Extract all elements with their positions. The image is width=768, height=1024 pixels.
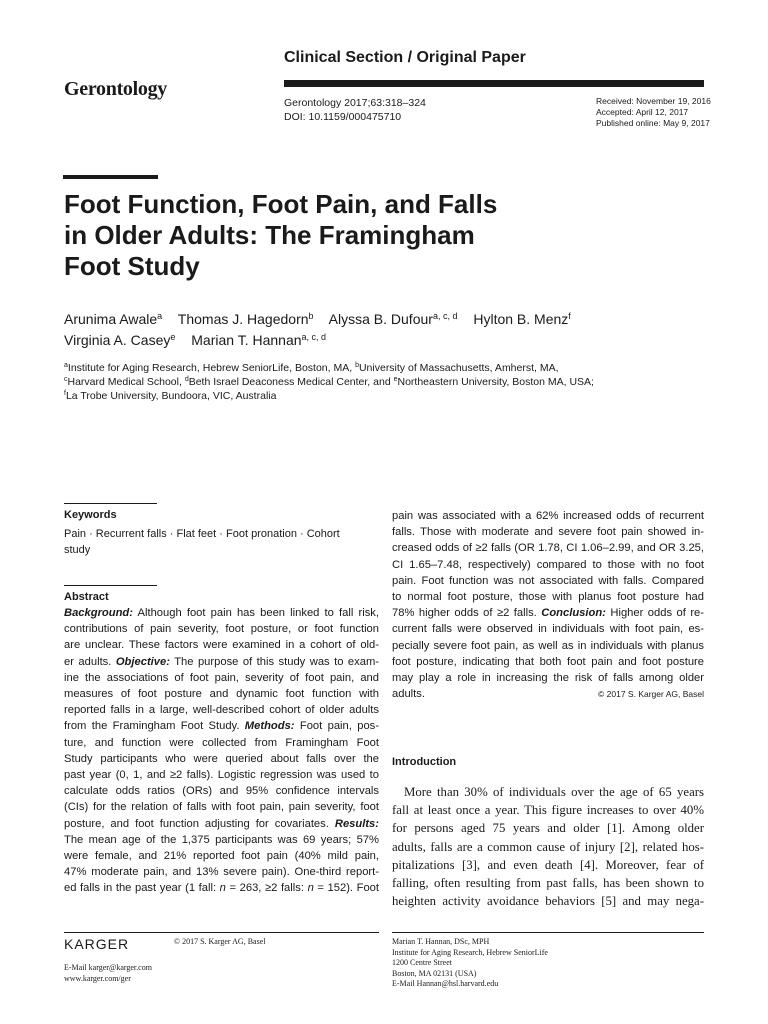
publisher-email[interactable]: E-Mail karger@karger.com	[64, 963, 152, 972]
publisher-website[interactable]: www.karger.com/ger	[64, 973, 131, 983]
introduction-heading: Introduction	[392, 756, 457, 768]
citation: Gerontology 2017;63:318–324	[284, 97, 426, 109]
dates-block	[596, 96, 711, 129]
title-line: Foot Function, Foot Pain, and Falls	[64, 189, 498, 219]
author[interactable]: Alyssa B. Dufour$^{a, c, d}$	[328, 311, 458, 327]
author[interactable]: Thomas J. Hagedorn$^b$	[177, 311, 314, 327]
abstract-heading: Abstract	[64, 591, 109, 603]
article-title	[64, 189, 544, 282]
keywords-rule	[64, 503, 157, 504]
accepted-date: Accepted: April 12, 2017	[596, 107, 689, 117]
affiliations: $^a$Institute for Aging Research, Hebrew SeniorLife, Boston, MA, $^b$University of Massachusetts, Amherst, MA, $^c$Harvard Medical School, $^d$Beth Israel Deaconess Medical Center, and $^e$Northeastern University, Boston MA, USA; $^f$La Trobe University, Bundoora, VIC, Australia	[64, 362, 594, 402]
abstract-rule	[64, 585, 157, 586]
abstract-column-left: Background: Although foot pain has been linked to fall risk, contributions of pain severity, foot posture, or foot function are unclear. These factors were examined in a cohort of old- er adults. Objective: The purpose of this study was to exam- ine the associations of foot pain, severity of foot pain, and measures of foot posture and dynamic foot function with reported falls in a large, well-described cohort of older adults from the Framingham Foot Study. Methods: Foot pain, pos- ture, and function were collected from Framingham Foot Study participants who were queried about falls over the past year (0, 1, and ≥2 falls). Logistic regression was used to calculate odds ratios (ORs) and 95% confidence intervals (CIs) for the relation of falls with foot pain, pain severity, foot posture, and foot function adjusting for covariates. Results: The mean age of the 1,375 participants was 69 years; 57% were female, and 21% reported foot pain (40% mild pain, 47% moderate pain, and 13% severe pain). One-third report- ed falls in the past year (1 fall: n = 263, ≥2 falls: n = 152). Foot	[64, 607, 380, 895]
section-label: Clinical Section / Original Paper	[284, 49, 526, 66]
footer-copyright: © 2017 S. Karger AG, Basel	[174, 937, 266, 946]
footer-rule-left	[64, 932, 379, 933]
corr-institution: Institute for Aging Research, Hebrew SeniorLife	[392, 947, 548, 957]
corr-city: Boston, MA 02131 (USA)	[392, 968, 477, 978]
received-date: Received: November 19, 2016	[596, 96, 711, 106]
publisher-logo: KARGER	[64, 936, 130, 952]
title-rule	[63, 175, 158, 179]
corr-street: 1200 Centre Street	[392, 958, 452, 967]
journal-logo: Gerontology	[64, 78, 167, 100]
author[interactable]: Hylton B. Menz$^f$	[473, 311, 571, 327]
author[interactable]: Marian T. Hannan$^{a, c, d}$	[191, 332, 327, 348]
correspondence-block	[392, 937, 548, 990]
title-line: Foot Study	[64, 251, 200, 281]
header-rule	[284, 80, 704, 87]
citation-block	[284, 96, 426, 124]
corr-name: Marian T. Hannan, DSc, MPH	[392, 937, 490, 946]
title-line: in Older Adults: The Framingham	[64, 220, 475, 250]
author-list	[64, 309, 684, 351]
introduction-body: More than 30% of individuals over the age of 65 years fall at least once a year. This figure increases to over 40% for persons aged 75 years and older [1]. Among older adults, falls are a common cause of injury [2], related hos- pitalizations [3], and even death [4]. Moreover, fear of falling, often resulting from past falls, has been shown to heighten activity avoidance behaviors [5] and may nega-	[392, 785, 704, 909]
publisher-contact	[64, 963, 152, 984]
author[interactable]: Arunima Awale$^a$	[64, 311, 163, 327]
abstract-copyright: © 2017 S. Karger AG, Basel	[598, 689, 704, 699]
keywords-heading: Keywords	[64, 509, 117, 521]
abstract-column-right: pain was associated with a 62% increased odds of recurrent falls. Those with moderate and severe foot pain showed in- creased odds of ≥2 falls (OR 1.78, CI 1.06–2.99, and OR 3.25, CI 1.65–7.48, respectively) compared to those with no foot pain. Foot function was not associated with falls. Compared to normal foot posture, those with planus foot posture had 78% higher odds of ≥2 falls. Conclusion: Higher odds of re- current falls were observed in individuals with foot pain, es- pecially severe foot pain, as well as in individuals with planus foot posture, indicating that both foot pain and foot posture may play a role in increasing the risk of falls among older adults.	[392, 510, 704, 701]
corr-email[interactable]: E-Mail Hannan@hsl.harvard.edu	[392, 979, 499, 988]
doi-link[interactable]: DOI: 10.1159/000475710	[284, 111, 402, 123]
keywords-list: Pain · Recurrent falls · Flat feet · Foot pronation · Cohort study	[64, 528, 340, 556]
author[interactable]: Virginia A. Casey$^e$	[64, 332, 176, 348]
published-date: Published online: May 9, 2017	[596, 118, 710, 128]
footer-rule-right	[392, 932, 704, 933]
